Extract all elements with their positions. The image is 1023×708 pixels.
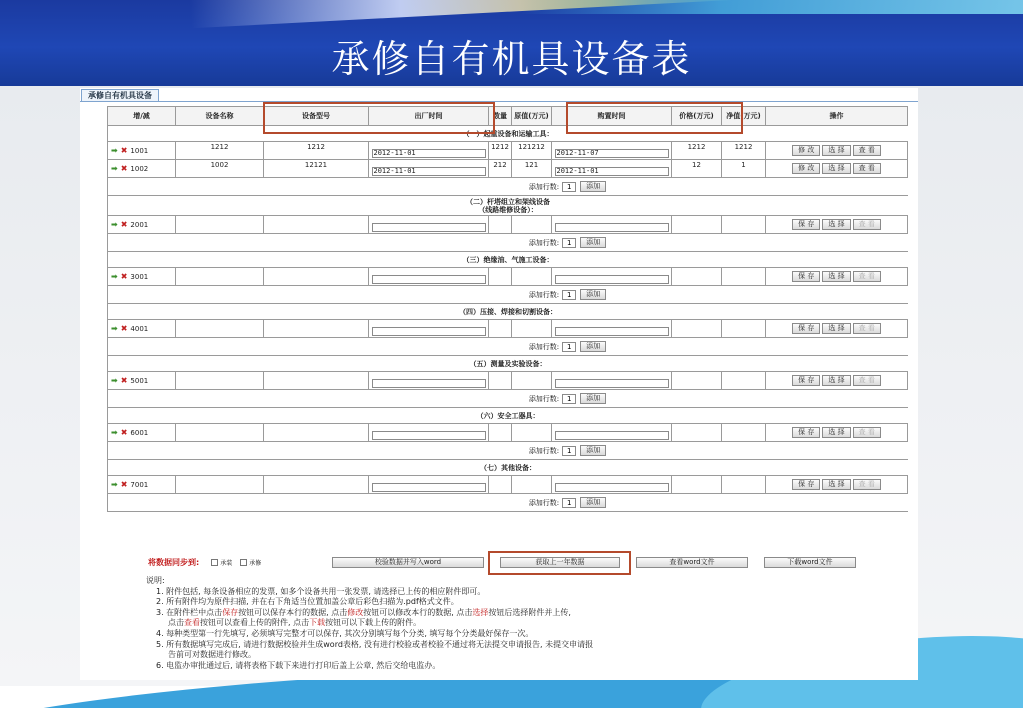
instruction-line: 4. 每种类型第一行先填写, 必须填写完整才可以保存, 其次分别填写每个分类, 填写每个分类最好保存一次。 xyxy=(156,628,534,638)
add-rows-input[interactable]: 1 xyxy=(562,446,576,456)
purchase-date-input[interactable] xyxy=(555,379,669,388)
delete-row-icon[interactable]: ✖ xyxy=(120,376,128,385)
primary-action-button[interactable]: 修 改 xyxy=(792,163,820,174)
header-cell: 购置时间 xyxy=(552,107,672,125)
section-title-text: （四）压接、焊接和切割设备： xyxy=(459,307,557,316)
delete-row-icon[interactable]: ✖ xyxy=(120,480,128,489)
row-id-cell xyxy=(108,372,176,389)
add-rows-input[interactable]: 1 xyxy=(562,394,576,404)
add-rows-group xyxy=(108,237,908,248)
page-title: 承修自有机具设备表 xyxy=(331,37,692,81)
add-rows-input[interactable]: 1 xyxy=(562,342,576,352)
factory-date-cell xyxy=(369,216,489,233)
instruction-line: 1. 附件包括, 每条设备相应的发票, 如多个设备共用一张发票, 请选择已上传的相应附件即可。 xyxy=(156,586,486,596)
select-button[interactable]: 选 择 xyxy=(822,163,850,174)
qty-cell[interactable] xyxy=(489,160,512,177)
delete-row-icon[interactable]: ✖ xyxy=(120,146,128,155)
row-id: 1001 xyxy=(130,146,149,155)
add-rows-input[interactable]: 1 xyxy=(562,290,576,300)
section-title-text: （五）测量及实验设备： xyxy=(469,359,547,368)
factory-date-cell xyxy=(369,268,489,285)
select-button[interactable]: 选 择 xyxy=(822,323,850,334)
view-word-button[interactable]: 查看word文件 xyxy=(636,557,748,568)
section-title-text: （七）其他设备： xyxy=(480,463,536,472)
section-title-text: （三）绝缘油、气施工设备： xyxy=(462,255,554,264)
model-cell[interactable] xyxy=(264,372,369,389)
row-id-cell xyxy=(108,476,176,493)
add-row-icon[interactable]: ➡ xyxy=(111,480,118,489)
qty-cell[interactable] xyxy=(489,424,512,441)
instructions xyxy=(146,576,593,671)
header-cell: 数量 xyxy=(489,107,512,125)
row-id-cell xyxy=(108,268,176,285)
section-header xyxy=(108,408,908,424)
original-value-cell[interactable] xyxy=(512,142,552,159)
row-id: 5001 xyxy=(130,376,149,385)
qty-cell[interactable] xyxy=(489,372,512,389)
qty-cell[interactable] xyxy=(489,216,512,233)
add-row-icon[interactable]: ➡ xyxy=(111,164,118,173)
row-id: 1002 xyxy=(130,164,149,173)
view-button[interactable]: 查 看 xyxy=(853,219,881,230)
actions-cell xyxy=(766,268,908,285)
add-rows-group xyxy=(108,289,908,300)
instructions-heading: 说明: xyxy=(146,576,165,585)
section-header xyxy=(108,126,908,142)
section-title xyxy=(108,360,908,368)
row-id-cell xyxy=(108,142,176,159)
row-id-cell xyxy=(108,424,176,441)
primary-action-button[interactable]: 保 存 xyxy=(792,375,820,386)
header-cell: 增/减 xyxy=(108,107,176,125)
row-id-cell xyxy=(108,216,176,233)
delete-row-icon[interactable]: ✖ xyxy=(120,428,128,437)
factory-date-input[interactable] xyxy=(372,431,486,440)
original-value: 121212 xyxy=(518,143,545,151)
delete-row-icon[interactable]: ✖ xyxy=(120,324,128,333)
header-cell: 出厂时间 xyxy=(369,107,489,125)
factory-date-cell xyxy=(369,320,489,337)
row-id: 6001 xyxy=(130,428,149,437)
select-button[interactable]: 选 择 xyxy=(822,375,850,386)
delete-row-icon[interactable]: ✖ xyxy=(120,272,128,281)
actions-cell xyxy=(766,476,908,493)
add-rows-button[interactable]: 添加 xyxy=(580,393,606,404)
primary-action-button[interactable]: 保 存 xyxy=(792,323,820,334)
add-rows-bar xyxy=(108,442,908,460)
row-id: 2001 xyxy=(130,220,149,229)
purchase-date-cell xyxy=(552,160,672,177)
equipment-name: 1212 xyxy=(210,143,229,151)
checkbox-chengxiu[interactable] xyxy=(240,559,247,566)
actions-cell xyxy=(766,424,908,441)
net-value-cell[interactable] xyxy=(722,424,766,441)
section-title xyxy=(108,412,908,420)
name-cell[interactable] xyxy=(176,372,264,389)
factory-date-cell xyxy=(369,142,489,159)
table-row xyxy=(108,216,908,234)
model-cell[interactable] xyxy=(264,424,369,441)
purchase-date-input[interactable]: 2012-11-01 xyxy=(555,167,669,176)
checkbox-chengzhuang[interactable] xyxy=(211,559,218,566)
section-title-text: （二）杆塔组立和架线设备 xyxy=(466,197,550,206)
actions-cell xyxy=(766,160,908,177)
name-cell[interactable] xyxy=(176,160,264,177)
net-value: 1212 xyxy=(734,143,753,151)
fetch-last-year-button[interactable]: 获取上一年数据 xyxy=(500,557,620,568)
add-rows-group xyxy=(108,497,908,508)
primary-action-button[interactable]: 修 改 xyxy=(792,145,820,156)
quantity: 1212 xyxy=(491,143,509,151)
purchase-date-cell xyxy=(552,372,672,389)
original-value-cell[interactable] xyxy=(512,424,552,441)
view-button[interactable]: 查 看 xyxy=(853,427,881,438)
row-id: 4001 xyxy=(130,324,149,333)
primary-action-button[interactable]: 保 存 xyxy=(792,219,820,230)
highlight-text: 修改 xyxy=(347,607,364,617)
highlight-box-purchase-price xyxy=(566,102,743,134)
add-rows-button[interactable]: 添加 xyxy=(580,341,606,352)
text: 按钮后选择附件并上传, xyxy=(488,607,571,617)
highlight-text: 保存 xyxy=(222,607,239,617)
instruction-line xyxy=(146,618,593,629)
add-row-icon[interactable]: ➡ xyxy=(111,272,118,281)
factory-date-cell xyxy=(369,160,489,177)
qty-cell[interactable] xyxy=(489,268,512,285)
view-button[interactable]: 查 看 xyxy=(853,323,881,334)
header-banner xyxy=(0,0,1023,86)
add-rows-bar xyxy=(108,390,908,408)
add-rows-label: 添加行数: xyxy=(528,182,560,191)
table-row xyxy=(108,372,908,390)
primary-action-button[interactable]: 保 存 xyxy=(792,427,820,438)
header-cell: 设备名称 xyxy=(176,107,264,125)
text: 按钮可以查看上传的附件, 点击 xyxy=(200,618,310,628)
name-cell[interactable] xyxy=(176,320,264,337)
text: 3. 在附件栏中点击 xyxy=(156,607,223,617)
factory-date-input[interactable]: 2012-11-01 xyxy=(372,167,486,176)
name-cell[interactable] xyxy=(176,268,264,285)
section-header xyxy=(108,356,908,372)
section-title xyxy=(108,256,908,264)
section-header xyxy=(108,460,908,476)
sync-label: 将数据同步到: xyxy=(148,558,200,567)
sync-controls xyxy=(148,557,269,568)
add-rows-button[interactable]: 添加 xyxy=(580,289,606,300)
header-cell: 设备型号 xyxy=(264,107,369,125)
text: 点击 xyxy=(168,618,184,628)
price-cell[interactable] xyxy=(672,216,722,233)
price-cell[interactable] xyxy=(672,268,722,285)
header-cell: 净值(万元) xyxy=(722,107,766,125)
actions-cell xyxy=(766,216,908,233)
delete-row-icon[interactable]: ✖ xyxy=(120,220,128,229)
purchase-date-input[interactable] xyxy=(555,483,669,492)
model-cell[interactable] xyxy=(264,476,369,493)
purchase-date-input[interactable] xyxy=(555,223,669,232)
section-subtitle-text: （线路维修设备）： xyxy=(478,205,538,214)
select-button[interactable]: 选 择 xyxy=(822,145,850,156)
add-rows-input[interactable]: 1 xyxy=(562,498,576,508)
name-cell[interactable] xyxy=(176,216,264,233)
header-cell: 操作 xyxy=(766,107,908,125)
price-cell[interactable] xyxy=(672,424,722,441)
instruction-line: 5. 所有数据填写完成后, 请进行数据校验并生成word表格, 没有进行校验或者校验不通过将无法提交申请报告, 未提交申请报 xyxy=(156,639,594,649)
factory-date-input[interactable] xyxy=(372,379,486,388)
name-cell[interactable] xyxy=(176,476,264,493)
actions-cell xyxy=(766,320,908,337)
highlight-box-model-date xyxy=(263,102,495,134)
highlight-text: 下载 xyxy=(309,618,326,628)
model-cell[interactable] xyxy=(264,268,369,285)
equipment-table xyxy=(107,106,908,512)
price-cell[interactable] xyxy=(672,372,722,389)
table-row xyxy=(108,476,908,494)
select-button[interactable]: 选 择 xyxy=(822,271,850,282)
price-cell[interactable] xyxy=(672,160,722,177)
add-rows-group xyxy=(108,393,908,404)
highlight-text: 选择 xyxy=(472,607,489,617)
primary-action-button[interactable]: 保 存 xyxy=(792,271,820,282)
purchase-date-cell xyxy=(552,424,672,441)
qty-cell[interactable] xyxy=(489,320,512,337)
view-button[interactable]: 查 看 xyxy=(853,145,881,156)
purchase-date-cell xyxy=(552,320,672,337)
header-cell: 价格(万元) xyxy=(672,107,722,125)
model-cell[interactable] xyxy=(264,142,369,159)
add-rows-input[interactable]: 1 xyxy=(562,238,576,248)
add-rows-button[interactable]: 添加 xyxy=(580,445,606,456)
panel-tab[interactable]: 承修自有机具设备 xyxy=(81,89,159,102)
original-value-cell[interactable] xyxy=(512,216,552,233)
checkbox-label: 承修 xyxy=(249,560,262,567)
table-row xyxy=(108,424,908,442)
table-row xyxy=(108,320,908,338)
factory-date-cell xyxy=(369,424,489,441)
add-rows-label: 添加行数: xyxy=(528,394,560,403)
name-cell[interactable] xyxy=(176,142,264,159)
price-cell[interactable] xyxy=(672,320,722,337)
instruction-line xyxy=(146,608,593,619)
net-value-cell[interactable] xyxy=(722,142,766,159)
section-title xyxy=(108,198,908,214)
factory-date-input[interactable]: 2012-11-01 xyxy=(372,149,486,158)
add-rows-label: 添加行数: xyxy=(528,238,560,247)
factory-date-cell xyxy=(369,476,489,493)
purchase-date-input[interactable] xyxy=(555,327,669,336)
add-rows-label: 添加行数: xyxy=(528,446,560,455)
model-cell[interactable] xyxy=(264,216,369,233)
add-rows-bar xyxy=(108,494,908,512)
equipment-model: 1212 xyxy=(307,143,325,151)
original-value-cell[interactable] xyxy=(512,320,552,337)
add-rows-label: 添加行数: xyxy=(528,290,560,299)
purchase-date-input[interactable] xyxy=(555,275,669,284)
section-title xyxy=(108,464,908,472)
add-rows-group xyxy=(108,341,908,352)
select-button[interactable]: 选 择 xyxy=(822,427,850,438)
price-cell[interactable] xyxy=(672,476,722,493)
section-title-text: （一）起重设备和运输工具： xyxy=(462,129,554,138)
section-title xyxy=(108,130,908,138)
price-cell[interactable] xyxy=(672,142,722,159)
factory-date-input[interactable] xyxy=(372,327,486,336)
add-rows-bar xyxy=(108,234,908,252)
add-rows-bar xyxy=(108,178,908,196)
select-button[interactable]: 选 择 xyxy=(822,479,850,490)
view-button[interactable]: 查 看 xyxy=(853,271,881,282)
price: 12 xyxy=(692,161,701,169)
tab-divider xyxy=(80,101,918,102)
factory-date-cell xyxy=(369,372,489,389)
table-row xyxy=(108,160,908,178)
table-header xyxy=(108,107,908,126)
header-cell: 原值(万元) xyxy=(512,107,552,125)
highlight-text: 查看 xyxy=(184,618,200,628)
select-button[interactable]: 选 择 xyxy=(822,219,850,230)
add-rows-button[interactable]: 添加 xyxy=(580,181,606,192)
add-rows-bar xyxy=(108,286,908,304)
name-cell[interactable] xyxy=(176,424,264,441)
actions-cell xyxy=(766,372,908,389)
factory-date-input[interactable] xyxy=(372,275,486,284)
instruction-line: 告前可对数据进行修改。 xyxy=(168,650,256,660)
add-row-icon[interactable]: ➡ xyxy=(111,324,118,333)
download-word-button[interactable]: 下载word文件 xyxy=(764,557,856,568)
section-header xyxy=(108,196,908,216)
table-row xyxy=(108,142,908,160)
add-rows-button[interactable]: 添加 xyxy=(580,237,606,248)
net-value: 1 xyxy=(741,161,746,169)
net-value-cell[interactable] xyxy=(722,476,766,493)
original-value: 121 xyxy=(524,161,539,169)
text: 按钮可以保存本行的数据, 点击 xyxy=(238,607,348,617)
add-row-icon[interactable]: ➡ xyxy=(111,428,118,437)
purchase-date-cell xyxy=(552,216,672,233)
purchase-date-input[interactable]: 2012-11-07 xyxy=(555,149,669,158)
equipment-name: 1002 xyxy=(210,161,229,169)
original-value-cell[interactable] xyxy=(512,372,552,389)
add-rows-label: 添加行数: xyxy=(528,342,560,351)
net-value-cell[interactable] xyxy=(722,372,766,389)
add-row-icon[interactable]: ➡ xyxy=(111,146,118,155)
decor-stripe-blue xyxy=(520,0,1023,14)
add-row-icon[interactable]: ➡ xyxy=(111,220,118,229)
instruction-line: 6. 电监办审批通过后, 请将表格下载下来进行打印后盖上公章, 然后交给电监办。 xyxy=(156,660,441,670)
row-id: 7001 xyxy=(130,480,149,489)
row-id-cell xyxy=(108,160,176,177)
original-value-cell[interactable] xyxy=(512,160,552,177)
add-rows-input[interactable]: 1 xyxy=(562,182,576,192)
purchase-date-cell xyxy=(552,476,672,493)
equipment-model: 12121 xyxy=(304,161,328,169)
validate-write-word-button[interactable]: 校验数据并写入word xyxy=(332,557,484,568)
add-rows-button[interactable]: 添加 xyxy=(580,497,606,508)
add-rows-bar xyxy=(108,338,908,356)
section-title-text: （六）安全工器具： xyxy=(476,411,540,420)
view-button[interactable]: 查 看 xyxy=(853,375,881,386)
add-row-icon[interactable]: ➡ xyxy=(111,376,118,385)
row-id-cell xyxy=(108,320,176,337)
view-button[interactable]: 查 看 xyxy=(853,479,881,490)
factory-date-input[interactable] xyxy=(372,223,486,232)
section-header xyxy=(108,252,908,268)
original-value-cell[interactable] xyxy=(512,268,552,285)
qty-cell[interactable] xyxy=(489,476,512,493)
qty-cell[interactable] xyxy=(489,142,512,159)
purchase-date-cell xyxy=(552,268,672,285)
net-value-cell[interactable] xyxy=(722,268,766,285)
model-cell[interactable] xyxy=(264,160,369,177)
view-button[interactable]: 查 看 xyxy=(853,163,881,174)
table-row xyxy=(108,268,908,286)
instruction-line: 2. 所有附件均为原件扫描, 并在右下角适当位置加盖公章后彩色扫描为.pdf格式文件。 xyxy=(156,597,459,607)
price: 1212 xyxy=(687,143,706,151)
net-value-cell[interactable] xyxy=(722,216,766,233)
primary-action-button[interactable]: 保 存 xyxy=(792,479,820,490)
factory-date-input[interactable] xyxy=(372,483,486,492)
net-value-cell[interactable] xyxy=(722,320,766,337)
model-cell[interactable] xyxy=(264,320,369,337)
text: 按钮可以下载上传的附件。 xyxy=(325,618,422,628)
original-value-cell[interactable] xyxy=(512,476,552,493)
purchase-date-input[interactable] xyxy=(555,431,669,440)
section-title xyxy=(108,308,908,316)
net-value-cell[interactable] xyxy=(722,160,766,177)
checkbox-label: 承装 xyxy=(220,560,233,567)
delete-row-icon[interactable]: ✖ xyxy=(120,164,128,173)
actions-cell xyxy=(766,142,908,159)
row-id: 3001 xyxy=(130,272,149,281)
text: 按钮可以修改本行的数据, 点击 xyxy=(363,607,473,617)
purchase-date-cell xyxy=(552,142,672,159)
section-header xyxy=(108,304,908,320)
add-rows-label: 添加行数: xyxy=(528,498,560,507)
add-rows-group xyxy=(108,445,908,456)
add-rows-group xyxy=(108,181,908,192)
quantity: 212 xyxy=(493,161,507,169)
